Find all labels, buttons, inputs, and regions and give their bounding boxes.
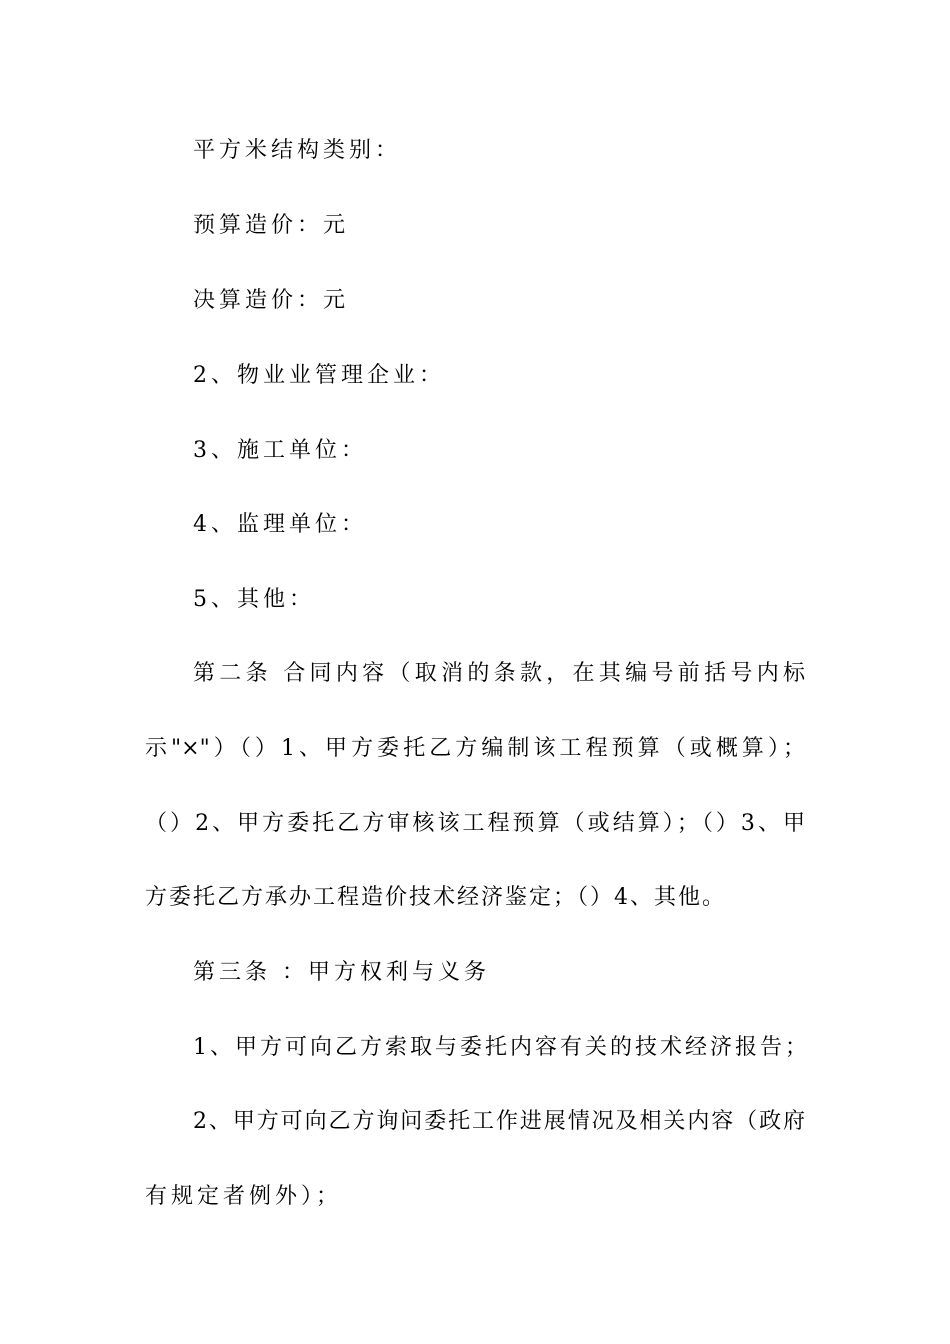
paragraph-line-construction-unit: 3、施工单位： — [193, 438, 367, 463]
article-three-item-2-line-1: 2、甲方可向乙方询问委托工作进展情况及相关内容（政府 — [193, 1109, 805, 1134]
paragraph-line-property-company: 2、物业业管理企业： — [193, 363, 445, 388]
paragraph-line-supervision-unit: 4、监理单位： — [193, 512, 367, 537]
paragraph-line-budget-price: 预算造价：元 — [193, 213, 350, 238]
article-two-line-3: （）2、甲方委托乙方审核该工程预算（或结算）；（）3、甲 — [145, 811, 805, 836]
paragraph-line-other: 5、其他： — [193, 587, 315, 612]
article-two-line-4: 方委托乙方承办工程造价技术经济鉴定；（）4、其他。 — [145, 885, 726, 910]
paragraph-line-structure-type: 平方米结构类别： — [193, 138, 402, 163]
article-three-item-2-line-2: 有规定者例外）； — [145, 1184, 343, 1209]
article-two-heading-line: 第二条 合同内容（取消的条款，在其编号前括号内标 — [193, 661, 805, 686]
article-three-heading: 第三条 ：甲方权利与义务 — [193, 960, 490, 985]
article-three-item-1: 1、甲方可向乙方索取与委托内容有关的技术经济报告； — [193, 1035, 810, 1060]
paragraph-line-final-price: 决算造价：元 — [193, 288, 350, 313]
article-two-line-2: 示"×"）（）1、甲方委托乙方编制该工程预算（或概算）； — [145, 736, 805, 761]
